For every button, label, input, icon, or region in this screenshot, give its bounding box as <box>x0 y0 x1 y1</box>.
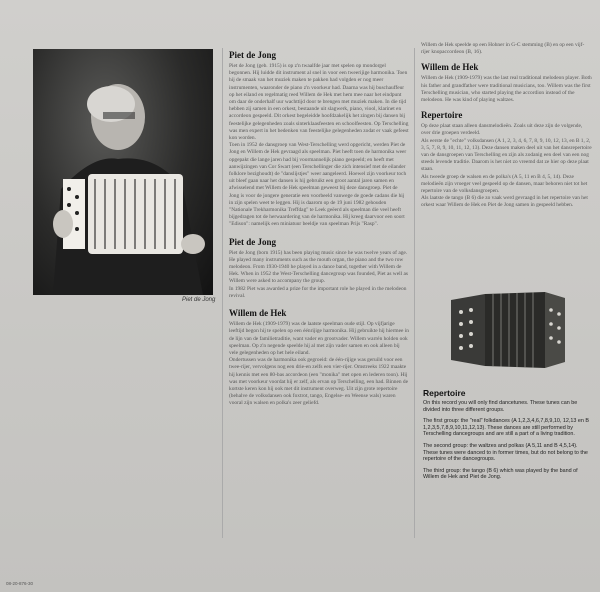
paragraph: Piet de Jong (geb. 1915) is op z'n twaalfde jaar met spelen op mondorgel begonnen. Hij luidde dit instrument al snel in voor een tweerijige harmonika. Toen hij de smaak van het muziek maken te pakken had volgden er nog meer instrumenten, waaronder de piano z'n voorkeur had. Daarna was hij buschauffeur op het eiland en regelmatig reed Willem de Hek met hem mee naar het eindpunt om daar de onderhalf uur wachttijd door te brengen met muziek maken. In die tijd hebben zij samen in een orkest, bestaande uit slagwerk, piano, viool, klarinet en accordeon gespeeld. Dit orkest begeleidde hoofdzakelijk het zingen bij dansen bij feestelijke gelegenheden zoals sinterklaasfeesten en schoolfeesten. Op Terschelling was men expert in het bedenken van feestelijke gelegenheden zodat er vaak gefeest kon worden. <box>229 63 409 142</box>
repertoire-text <box>423 400 591 486</box>
paragraph: Toen in 1952 de dansgroep van West-Terschelling werd opgericht, werden Piet de Jong en Willem de Hek gevraagd als speelman. Piet heeft toen de harmonika weer opgepakt die lange jaren had bij voormannelijk piano gespeeld; en heeft met aanwijzingen van Cor Swart (een Terschellinger die zich intensief met de eilander folklore bezighoudt) de "danslijstjes" weer aangeleerd. Hoewel zijn voorkeur toch uit bleef gaan naar het dansen is hij gebruikt een groot aantal jaren samen en afwisselend met Willem de Hek speelman geweest bij deze dansgroep. Piet de Jong is voor de jongere generatie een voorbeeld vanwege de goede cadans die hij in zijn spelen weet te leggen. Hij is daarom op de 19 juni 1982 gehouden "Nationale Trekharmonika Treffdag" te Leek geëerd als speelman die veel heeft bijgedragen tot de herwaardering van de harmonika. Hij kreeg daarvoor een soort "Edison": namelijk een miniatuur beeldje van speelman Prijs "Rasp". <box>229 142 407 228</box>
paragraph: On this record you will only find dancetunes. These tunes can be divided into three different groups. <box>423 400 578 413</box>
paragraph: Op deze plaat staan alleen dansmelodieën. Zoals uit deze zijn de volgende, over drie groepen verdeeld. <box>421 123 583 137</box>
column-right <box>421 42 593 210</box>
heading-willem-de-hek-en: Willem de Hek <box>421 62 479 73</box>
paragraph: Piet de Jong (born 1915) has been playing music since he was twelve years of age. He played many instruments such as the mouth organ, the piano and the two row melodeon. From 1930-1940 he played in a dance band, together with Willem de Hek. When in 1952 the West-Terschelling dancegroup was founded, Piet as well as Willem were asked to accompany the group. <box>229 249 408 285</box>
paragraph: Als laatste de tango (B 6) die zo vaak werd gevraagd in het repertoire van het orkest waar Willem de Hek en Piet de Jong samen in gespeeld hebben. <box>421 195 588 209</box>
catalog-number: 08-20-876-30 <box>6 581 34 586</box>
column-middle <box>229 50 409 408</box>
heading-willem-de-hek-nl: Willem de Hek <box>229 308 287 319</box>
photo-caption: Piet de Jong <box>182 297 216 303</box>
paragraph: The first group: the "real" folkdances (A 1,2,3,4,6,7,8,9,10, 12,13 en B 1,2,3,5,7,8,9,10,11,12,13). These dances are still performed by Terschelling dancegroups and are still a part of a living tradition. <box>423 418 589 438</box>
paragraph: Als eerste de "echte" volksdansen (A 1, 2, 3, 4, 6, 7, 8, 9, 10, 12, 13, en B 1, 2, 3, 5, 7, 8, 9, 10, 11, 12, 13). Deze dansen maken deel uit van het dansrepertoire van de dansgroepen van Terschelling en zijn als zodanig een deel van een nog steeds levende traditie. Daarom is het niet zo vreemd dat ze hier op deze plaat staan. <box>421 137 592 173</box>
paragraph: The second group: the waltzes and polkas (A 5,11 and B 4,5,14). These tunes were danced to in former times, but do not belong to the repertoire of the dancegroups. <box>423 442 588 463</box>
repertoire-title: Repertoire <box>423 388 466 398</box>
heading-piet-de-jong-nl: Piet de Jong <box>229 50 276 60</box>
paragraph: Als tweede groep de walsen en de polka's (A 5, 11 en B 4, 5, 14). Deze melodieën zijn vroeger veel gespeeld op de dansen, maar behoren niet tot het repertoire van de volksdansgroepen. <box>421 173 588 195</box>
paragraph: Willem de Hek (1909-1979) was the last real traditional melodeon player. Both his father and grandfather were traditional musicians, too. Willem was the first Terschelling musician, who started playing the accordion instead of the melodeon. He was kind of playing waltzes. <box>421 75 592 104</box>
paragraph: The third group: the tango (B 6) which was played by the band of Willem de Hek and Piet de Jong. <box>423 467 578 481</box>
photo-piet-de-jong <box>33 49 213 295</box>
paragraph: In 1982 Piet was awarded a prize for the important role he played in the melodeon revival. <box>229 285 407 299</box>
paragraph: Ondertussen was de harmonika ook gegroeid: de één-rijige was geruild voor een twee-rijer, vervolgens nog een drie-en zelfs een vier-rijer. Omstreeks 1922 maakte hij kennis met een 80-bas accordeon (een "monika" met open en lederen toon). Hij was met voorkeur voordat hij er zelf, als ervan op Terschelling, een had. Binnen de kortste keren kon hij ook met dit instrument overweg. Uit zijn grote repertoire (behalve de volksdansen ook foxtrot, tango, Engelse- en Weense wals) waren vooral zijn walsen en polka's zeer geliefd. <box>229 357 409 407</box>
paragraph: Willem de Hek (1909-1979) was de laatste speelman oude stijl. Op vijfjarige leeftijd begon hij te spelen op een éénrijige harmonika. Hij gebruikte hij hiermee in de lijn van de familietraditie, want vader en grootvader. Willem warrén holden ook speelman. Op z'n negende speelde hij al met zijn vader samen en ook alleen bij vele gelegenheden op het hele eiland. <box>229 321 409 356</box>
heading-repertoire-nl: Repertoire <box>421 110 463 121</box>
column-divider <box>222 48 223 538</box>
column-divider <box>414 48 415 538</box>
accordion-player-image <box>33 49 213 295</box>
heading-piet-de-jong-en: Piet de Jong <box>229 236 276 247</box>
accordion-illustration <box>445 290 570 370</box>
paragraph: Willem de Hek speelde op een Hohner in G-C stemming (B) en op een vijf-rijer knopaccordeon (B, 16). <box>421 42 585 56</box>
